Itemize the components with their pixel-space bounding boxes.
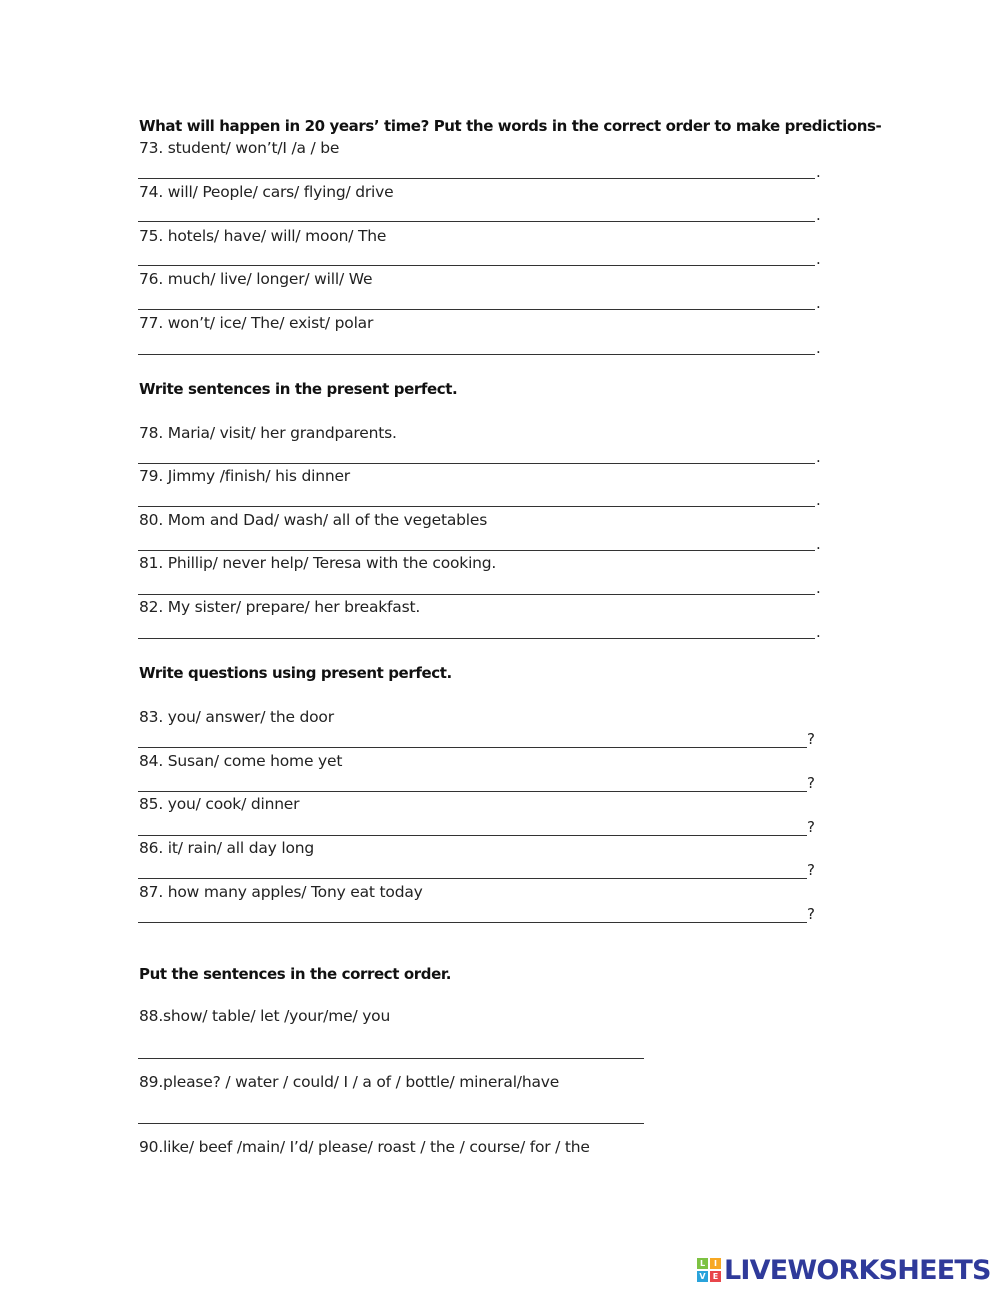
exercise-prompt-89: 89.please? / water / could/ I / a of / bottle/ mineral/have xyxy=(139,1073,560,1091)
answer-line-83[interactable] xyxy=(138,747,807,748)
exercise-prompt-83: 83. you/ answer/ the door xyxy=(139,708,334,726)
end-mark-85: ? xyxy=(807,818,815,836)
answer-line-82[interactable] xyxy=(138,638,815,639)
exercise-prompt-85: 85. you/ cook/ dinner xyxy=(139,795,300,813)
end-mark-86: ? xyxy=(807,861,815,879)
answer-line-79[interactable] xyxy=(138,506,815,507)
end-mark-76: . xyxy=(816,294,821,312)
answer-line-78[interactable] xyxy=(138,463,815,464)
end-mark-87: ? xyxy=(807,905,815,923)
end-mark-84: ? xyxy=(807,774,815,792)
answer-line-86[interactable] xyxy=(138,878,807,879)
answer-line-73[interactable] xyxy=(138,178,815,179)
end-mark-83: ? xyxy=(807,730,815,748)
exercise-prompt-84: 84. Susan/ come home yet xyxy=(139,752,343,770)
exercise-prompt-88: 88.show/ table/ let /your/me/ you xyxy=(139,1007,391,1025)
end-mark-79: . xyxy=(816,491,821,509)
exercise-prompt-77: 77. won’t/ ice/ The/ exist/ polar xyxy=(139,314,374,332)
exercise-prompt-80: 80. Mom and Dad/ wash/ all of the vegetables xyxy=(139,511,488,529)
exercise-prompt-87: 87. how many apples/ Tony eat today xyxy=(139,883,423,901)
exercise-prompt-90: 90.like/ beef /main/ I’d/ please/ roast / the / course/ for / the xyxy=(139,1138,590,1156)
answer-line-80[interactable] xyxy=(138,550,815,551)
end-mark-75: . xyxy=(816,250,821,268)
exercise-prompt-81: 81. Phillip/ never help/ Teresa with the cooking. xyxy=(139,554,497,572)
answer-line-89[interactable] xyxy=(138,1123,644,1124)
answer-line-84[interactable] xyxy=(138,791,807,792)
logo-block-e: E xyxy=(710,1271,721,1282)
exercise-prompt-74: 74. will/ People/ cars/ flying/ drive xyxy=(139,183,394,201)
exercise-prompt-76: 76. much/ live/ longer/ will/ We xyxy=(139,270,373,288)
section-heading-predictions: What will happen in 20 years’ time? Put the words in the correct order to make predictions- xyxy=(139,117,882,135)
answer-line-85[interactable] xyxy=(138,835,807,836)
end-mark-74: . xyxy=(816,206,821,224)
logo-block-i: I xyxy=(710,1258,721,1269)
section-heading-order: Put the sentences in the correct order. xyxy=(139,965,452,983)
answer-line-77[interactable] xyxy=(138,354,815,355)
logo-block-l: L xyxy=(697,1258,708,1269)
section-heading-present-perfect: Write sentences in the present perfect. xyxy=(139,380,458,398)
end-mark-80: . xyxy=(816,535,821,553)
end-mark-82: . xyxy=(816,623,821,641)
answer-line-81[interactable] xyxy=(138,594,815,595)
logo-text: LIVEWORKSHEETS xyxy=(724,1254,991,1286)
exercise-prompt-73: 73. student/ won’t/I /a / be xyxy=(139,139,340,157)
exercise-prompt-78: 78. Maria/ visit/ her grandparents. xyxy=(139,424,397,442)
exercise-prompt-86: 86. it/ rain/ all day long xyxy=(139,839,314,857)
answer-line-88[interactable] xyxy=(138,1058,644,1059)
answer-line-87[interactable] xyxy=(138,922,807,923)
section-heading-questions: Write questions using present perfect. xyxy=(139,664,452,682)
end-mark-78: . xyxy=(816,448,821,466)
answer-line-76[interactable] xyxy=(138,309,815,310)
exercise-prompt-79: 79. Jimmy /finish/ his dinner xyxy=(139,467,350,485)
logo-block-v: V xyxy=(697,1271,708,1282)
answer-line-74[interactable] xyxy=(138,221,815,222)
end-mark-73: . xyxy=(816,163,821,181)
end-mark-77: . xyxy=(816,339,821,357)
exercise-prompt-82: 82. My sister/ prepare/ her breakfast. xyxy=(139,598,421,616)
exercise-prompt-75: 75. hotels/ have/ will/ moon/ The xyxy=(139,227,387,245)
answer-line-75[interactable] xyxy=(138,265,815,266)
liveworksheets-logo xyxy=(697,1253,991,1287)
end-mark-81: . xyxy=(816,579,821,597)
logo-blocks-icon xyxy=(697,1258,721,1282)
